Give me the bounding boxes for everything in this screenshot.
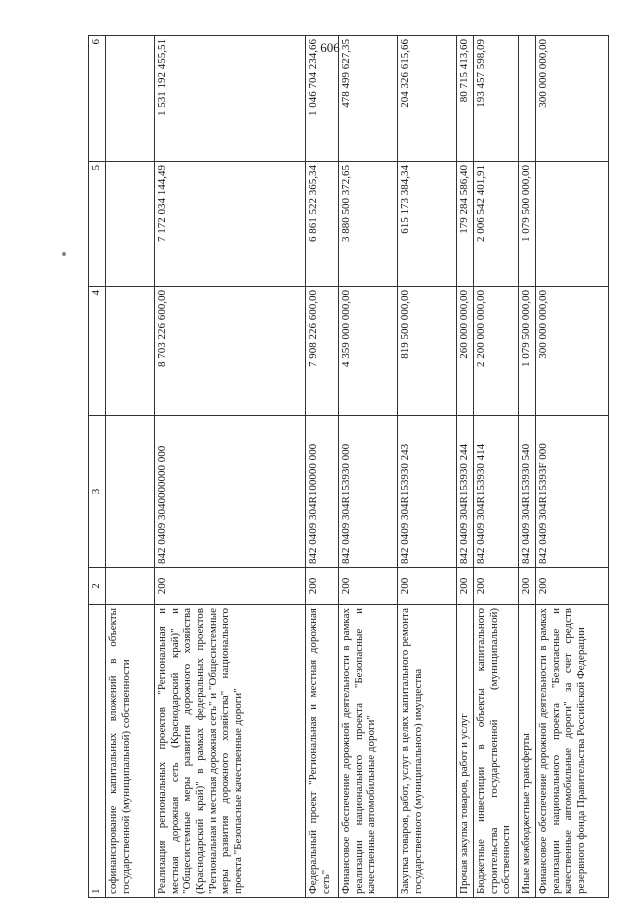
row-executed: 179 284 586,40 <box>457 162 474 287</box>
row-remaining: 478 499 627,35 <box>339 36 398 162</box>
header-col-1: 1 <box>89 605 106 898</box>
row-code <box>106 568 155 605</box>
row-remaining <box>106 36 155 162</box>
table-row <box>474 36 519 898</box>
row-code: 200 <box>306 568 339 605</box>
row-name: Федеральный проект "Региональная и местная дорожная сеть" <box>306 605 339 898</box>
row-executed <box>536 162 609 287</box>
table-row <box>306 36 339 898</box>
row-code: 200 <box>155 568 306 605</box>
row-name: Финансовое обеспечение дорожной деятельности в рамках реализации национального проекта "Безопасные и качественные автомобильные дороги" <box>339 605 398 898</box>
row-name: софинансирование капитальных вложений в объекты государственной (муниципальной) собственности <box>106 605 155 898</box>
header-row <box>89 36 106 898</box>
row-kbk: 842 0409 304R153930 244 <box>457 416 474 568</box>
row-remaining: 300 000 000,00 <box>536 36 609 162</box>
table-row <box>536 36 609 898</box>
row-remaining: 193 457 598,09 <box>474 36 519 162</box>
header-col-3: 3 <box>89 416 106 568</box>
row-remaining: 80 715 413,60 <box>457 36 474 162</box>
table-row <box>398 36 457 898</box>
header-col-6: 6 <box>89 36 106 162</box>
row-plan: 8 703 226 600,00 <box>155 287 306 416</box>
row-plan: 819 500 000,00 <box>398 287 457 416</box>
row-name: Бюджетные инвестиции в объекты капитального строительства государственной (муниципальной) собственности <box>474 605 519 898</box>
row-remaining: 1 046 704 234,66 <box>306 36 339 162</box>
row-plan <box>106 287 155 416</box>
header-col-4: 4 <box>89 287 106 416</box>
header-col-5: 5 <box>89 162 106 287</box>
row-kbk: 842 0409 304R15393F 000 <box>536 416 609 568</box>
table-row <box>457 36 474 898</box>
row-executed: 3 880 500 372,65 <box>339 162 398 287</box>
row-kbk: 842 0409 3040000000 000 <box>155 416 306 568</box>
row-kbk <box>106 416 155 568</box>
row-kbk: 842 0409 304R153930 000 <box>339 416 398 568</box>
row-code: 200 <box>519 568 536 605</box>
table-row <box>155 36 306 898</box>
row-remaining: 1 531 192 455,51 <box>155 36 306 162</box>
row-code: 200 <box>339 568 398 605</box>
budget-table <box>88 35 609 898</box>
row-plan: 7 908 226 600,00 <box>306 287 339 416</box>
row-plan: 4 359 000 000,00 <box>339 287 398 416</box>
row-remaining <box>519 36 536 162</box>
row-code: 200 <box>398 568 457 605</box>
row-plan: 260 000 000,00 <box>457 287 474 416</box>
row-name: Реализация региональных проектов "Региональная и местная дорожная сеть (Краснодарский край)" и "Общесистемные меры развития дорожного хозяйства (Краснодарский край)" в рамках федеральных проектов "Региональная и местная дорожная сеть" и "Общесистемные меры развития дорожного хозяйства" национального проекта "Безопасные качественные дороги" <box>155 605 306 898</box>
row-kbk: 842 0409 304R153930 540 <box>519 416 536 568</box>
row-executed: 1 079 500 000,00 <box>519 162 536 287</box>
row-plan: 2 200 000 000,00 <box>474 287 519 416</box>
row-code: 200 <box>536 568 609 605</box>
row-name: Закупка товаров, работ, услуг в целях капитального ремонта государственного (муниципального) имущества <box>398 605 457 898</box>
row-kbk: 842 0409 304R153930 243 <box>398 416 457 568</box>
row-plan: 1 079 500 000,00 <box>519 287 536 416</box>
row-executed: 7 172 034 144,49 <box>155 162 306 287</box>
row-code: 200 <box>457 568 474 605</box>
row-name: Иные межбюджетные трансферты <box>519 605 536 898</box>
row-plan: 300 000 000,00 <box>536 287 609 416</box>
table-row <box>106 36 155 898</box>
row-executed: 615 173 384,34 <box>398 162 457 287</box>
page-number: 606 <box>320 40 340 55</box>
row-kbk: 842 0409 304R153930 414 <box>474 416 519 568</box>
table-row <box>339 36 398 898</box>
row-code: 200 <box>474 568 519 605</box>
row-executed <box>106 162 155 287</box>
row-executed: 2 006 542 401,91 <box>474 162 519 287</box>
row-name: Финансовое обеспечение дорожной деятельности в рамках реализации национального проекта "Безопасные и качественные автомобильные дороги" за счет средств резервного фонда Правительства Российской Федерации <box>536 605 609 898</box>
margin-dot <box>62 252 66 256</box>
row-remaining: 204 326 615,66 <box>398 36 457 162</box>
row-kbk: 842 0409 304R100000 000 <box>306 416 339 568</box>
row-name: Прочая закупка товаров, работ и услуг <box>457 605 474 898</box>
row-executed: 6 861 522 365,34 <box>306 162 339 287</box>
header-col-2: 2 <box>89 568 106 605</box>
table-row <box>519 36 536 898</box>
